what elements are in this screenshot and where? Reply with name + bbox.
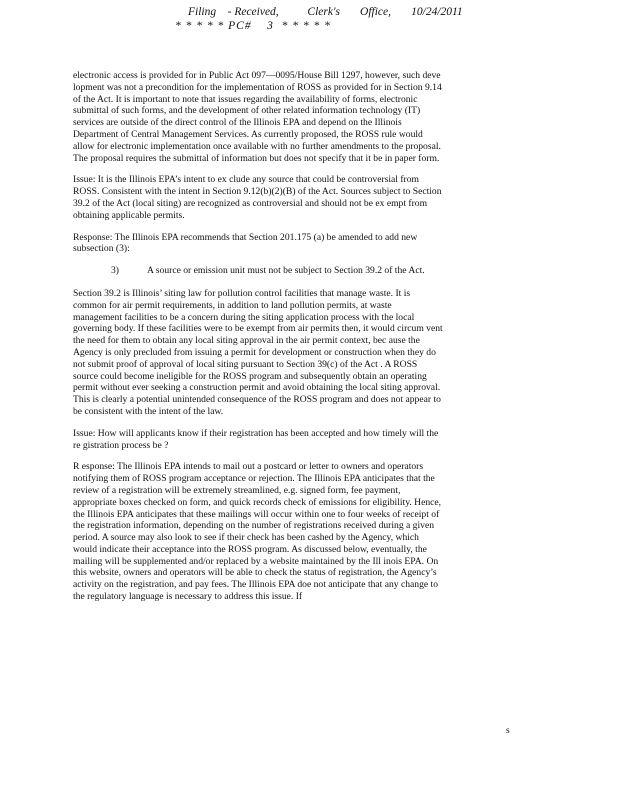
subsection-number: 3) xyxy=(111,265,119,277)
filing-stamp: Filing - Received, Clerk's Office, 10/24/2011 xyxy=(188,6,463,18)
paragraph-issue-exclusion: Issue: It is the Illinois EPA’s intent to ex clude any source that could be controversial from ROSS. Consistent with the intent in Section 9.12(b)(2)(B) of the Act. Sources subject to Section 39.2 of the Act (local siting) are recognized as controversial and should not be ex empt from obtaining applicable permits. xyxy=(73,174,442,221)
subsection-text: A source or emission unit must not be subject to Section 39.2 of the Act. xyxy=(147,265,425,277)
document-body xyxy=(73,70,443,613)
paragraph-electronic-access: electronic access is provided for in Public Act 097—0095/House Bill 1297, however, such deve lopment was not a precondition for the implementation of ROSS as provided for in Section 9.14 of the Act. It is important to note that issues regarding the availability of forms, electronic submittal of such forms, and the development of other related information technology (IT) services are outside of the direct control of the Illinois EPA and depend on the Illinois Department of Central Management Services. As currently proposed, the ROSS rule would allow for electronic implementation once available with no further amendments to the proposal. The proposal requires the submittal of information but does not specify that it be in paper form. xyxy=(73,70,442,164)
paragraph-section-39-2: Section 39.2 is Illinois’ siting law for pollution control facilities that manage waste. It is common for air permit requirements, in addition to land pollution permits, at waste management facilities to be a concern during the siting application process with the local governing body. If these facilities were to be exempt from air permits then, it would circum vent the need for them to obtain any local siting approval in the air permit context, bec ause the Agency is only precluded from issuing a permit for development or construction when they do not submit proof of approval of local siting pursuant to Section 39(c) of the Act . A ROSS source could become ineligible for the ROSS program and subsequently obtain an operating permit without ever seeking a construction permit and avoid obtaining the local siting approval. This is clearly a potential unintended consequence of the ROSS program and does not appear to be consistent with the intent of the law. xyxy=(73,287,443,417)
paragraph-response-amendment: Response: The Illinois EPA recommends that Section 201.175 (a) be amended to add new subsection (3): xyxy=(73,231,418,255)
pc-number-stamp: * * * * * PC# 3 * * * * * xyxy=(175,20,331,32)
paragraph-response-mailing: R esponse: The Illinois EPA intends to mail out a postcard or letter to owners and operators notifying them of ROSS program acceptance or rejection. The Illinois EPA anticipates that the review of a registration will be extremely streamlined, e.g. signed form, fee payment, appropriate boxes checked on form, and quick records check of emissions for eligibility. Hence, the Illinois EPA anticipates that these mailings will occur within one to four weeks of receipt of the registration information, depending on the number of registrations received during a given period. A source may also look to see if their check has been cashed by the Agency, which would indicate their acceptance into the ROSS program. As discussed below, eventually, the mailing will be supplemented and/or replaced by a website maintained by the Ill inois EPA. On this website, owners and operators will be able to check the status of registration, the Agency’s activity on the registration, and pay fees. The Illinois EPA doe not anticipate that any change to the regulatory language is necessary to address this issue. If xyxy=(73,461,442,603)
subsection-item xyxy=(73,265,443,277)
paragraph-issue-registration: Issue: How will applicants know if their registration has been accepted and how timely will the re gistration process be ? xyxy=(73,427,439,451)
margin-character: s xyxy=(506,725,510,736)
